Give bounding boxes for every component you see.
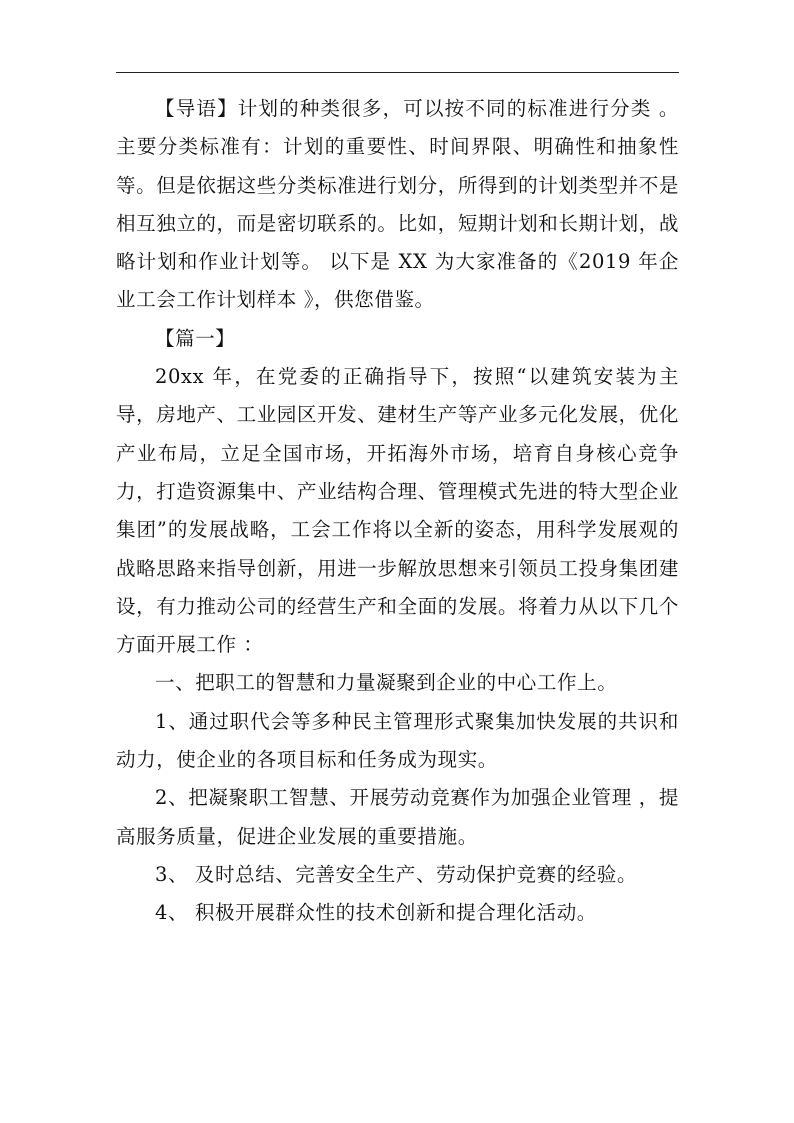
section-heading: 【篇一】 <box>155 326 236 350</box>
list-item: 3、 及时总结、完善安全生产、劳动保护竞赛的经验。 <box>155 862 638 886</box>
intro-paragraph: 【导语】计划的种类很多，可以按不同的标准进行分类 。主要分类标准有：计划的重要性、时间界限、明确性和抽象性等。但是依据这些分类标准进行划分，所得到的计划类型并不是相互独立的，而是密切联系的。比如，短期计划和长期计划，战略计划和作业计划等。 以下是 XX 为大家准备的《2019 年企业工会工作计划样本 》，供您借鉴。 <box>116 97 679 312</box>
document-body <box>116 90 679 933</box>
list-heading: 一、把职工的智慧和力量凝聚到企业的中心工作上。 <box>155 671 618 695</box>
list-item: 1、通过职代会等多种民主管理形式聚集加快发展的共识和动力，使企业的各项目标和任务成为现实。 <box>116 709 679 772</box>
header-rule <box>116 72 679 73</box>
list-item: 4、 积极开展群众性的技术创新和提合理化活动。 <box>155 901 597 925</box>
list-item: 2、把凝聚职工智慧、开展劳动竞赛作为加强企业管理 ，提高服务质量，促进企业发展的重要措施。 <box>116 786 679 848</box>
body-paragraph: 20xx 年，在党委的正确指导下，按照“以建筑安装为主导，房地产、工业园区开发、建材生产等产业多元化发展，优化产业布局，立足全国市场，开拓海外市场，培育自身核心竞争力，打造资源集中、产业结构合理、管理模式先进的特大型企业集团”的发展战略，工会工作将以全新的姿态，用科学发展观的战略思路来指导创新，用进一步解放思想来引领员工投身集团建设，有力推动公司的经营生产和全面的发展。将着力从以下几个方面开展工作 ： <box>116 365 679 657</box>
